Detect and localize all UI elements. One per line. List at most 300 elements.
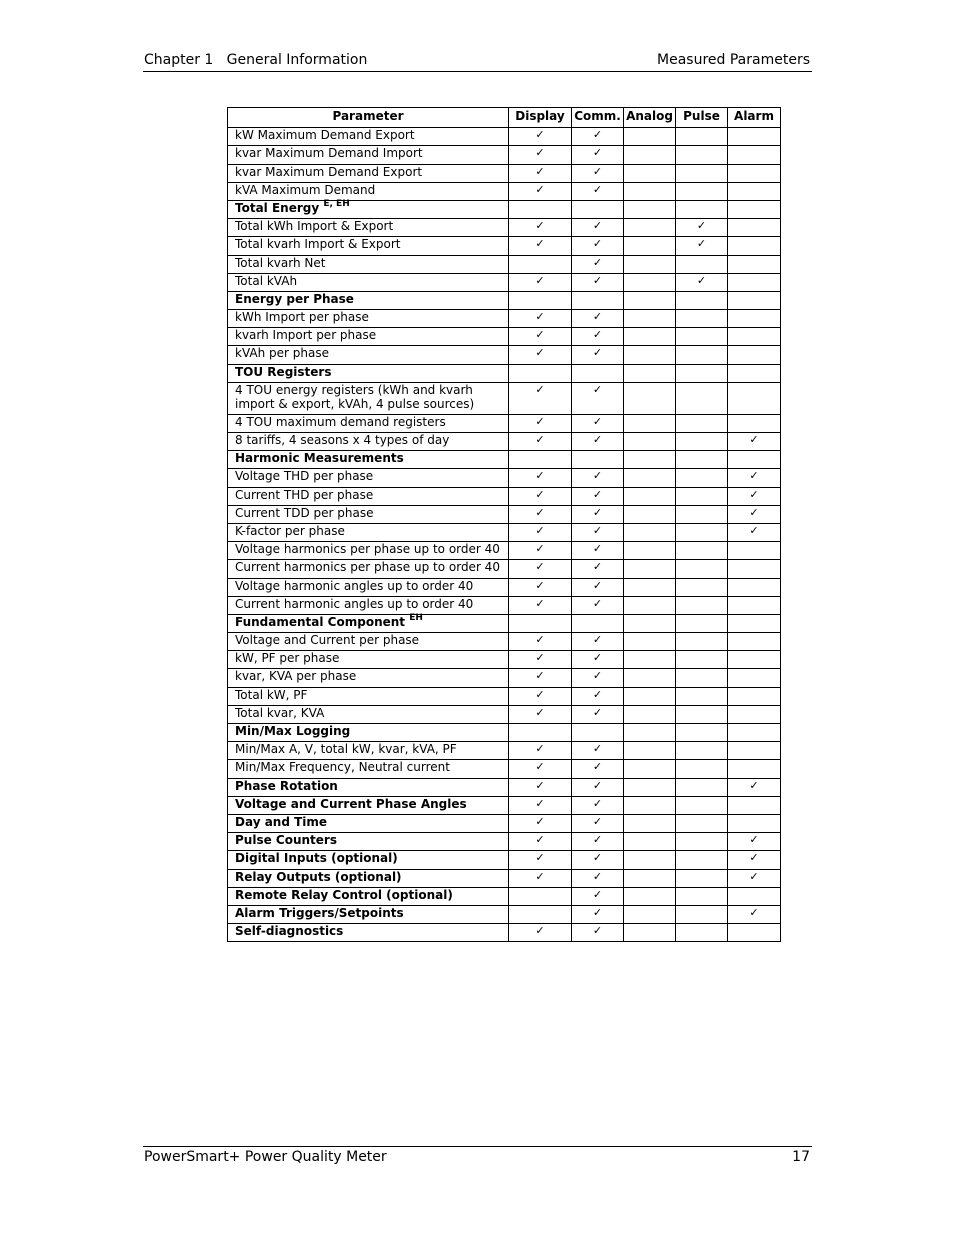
- alarm-check-cell: [728, 796, 781, 814]
- alarm-check-cell: [728, 760, 781, 778]
- pulse-check-cell: [676, 291, 728, 309]
- analog-check-cell: [624, 851, 676, 869]
- display-check-cell: ✓: [509, 128, 572, 146]
- table-row: [228, 523, 781, 541]
- display-check-cell: [509, 200, 572, 218]
- analog-check-cell: [624, 778, 676, 796]
- parameter-cell: [228, 414, 509, 432]
- parameter-name: K-factor per phase: [235, 523, 345, 538]
- alarm-check-cell: [728, 814, 781, 832]
- analog-check-cell: [624, 433, 676, 451]
- pulse-check-cell: [676, 523, 728, 541]
- alarm-check-cell: [728, 273, 781, 291]
- page-number: 17: [792, 1149, 810, 1165]
- alarm-check-cell: [728, 346, 781, 364]
- alarm-check-cell: ✓: [728, 523, 781, 541]
- alarm-check-cell: [728, 382, 781, 414]
- analog-check-cell: [624, 200, 676, 218]
- display-check-cell: ✓: [509, 705, 572, 723]
- parameter-name: Voltage harmonics per phase up to order 40: [235, 542, 500, 557]
- parameter-cell: [228, 542, 509, 560]
- comm-check-cell: ✓: [572, 796, 624, 814]
- parameter-cell: [228, 814, 509, 832]
- display-check-cell: [509, 614, 572, 632]
- page-footer: [143, 1146, 812, 1169]
- alarm-check-cell: [728, 328, 781, 346]
- analog-check-cell: [624, 505, 676, 523]
- alarm-check-cell: [728, 596, 781, 614]
- chapter-title: Chapter 1 General Information: [144, 52, 368, 68]
- analog-check-cell: [624, 905, 676, 923]
- alarm-check-cell: [728, 237, 781, 255]
- alarm-check-cell: [728, 614, 781, 632]
- display-check-cell: ✓: [509, 560, 572, 578]
- display-check-cell: ✓: [509, 469, 572, 487]
- pulse-check-cell: [676, 164, 728, 182]
- table-row: [228, 596, 781, 614]
- parameter-cell: [228, 273, 509, 291]
- analog-check-cell: [624, 451, 676, 469]
- analog-check-cell: [624, 542, 676, 560]
- parameter-cell: [228, 291, 509, 309]
- table-row: [228, 182, 781, 200]
- table-row: [228, 219, 781, 237]
- pulse-check-cell: [676, 669, 728, 687]
- pulse-check-cell: [676, 796, 728, 814]
- table-row: [228, 237, 781, 255]
- pulse-check-cell: [676, 833, 728, 851]
- parameter-cell: [228, 523, 509, 541]
- table-row: [228, 328, 781, 346]
- alarm-check-cell: ✓: [728, 505, 781, 523]
- comm-check-cell: ✓: [572, 487, 624, 505]
- comm-check-cell: ✓: [572, 433, 624, 451]
- parameter-name: Current TDD per phase: [235, 505, 374, 520]
- analog-check-cell: [624, 614, 676, 632]
- parameter-footnote: E, EH: [323, 198, 350, 209]
- display-check-cell: ✓: [509, 833, 572, 851]
- comm-check-cell: [572, 451, 624, 469]
- table-row: [228, 578, 781, 596]
- parameter-cell: [228, 128, 509, 146]
- display-check-cell: ✓: [509, 164, 572, 182]
- pulse-check-cell: [676, 487, 728, 505]
- column-header-parameter: Parameter: [228, 108, 509, 128]
- comm-check-cell: ✓: [572, 742, 624, 760]
- parameter-name: Total kVAh: [235, 273, 298, 288]
- pulse-check-cell: [676, 814, 728, 832]
- display-check-cell: ✓: [509, 742, 572, 760]
- display-check-cell: ✓: [509, 310, 572, 328]
- display-check-cell: ✓: [509, 542, 572, 560]
- table-row: [228, 505, 781, 523]
- pulse-check-cell: [676, 869, 728, 887]
- parameter-name: Digital Inputs (optional): [235, 851, 398, 866]
- alarm-check-cell: [728, 364, 781, 382]
- comm-check-cell: [572, 724, 624, 742]
- pulse-check-cell: [676, 742, 728, 760]
- display-check-cell: ✓: [509, 328, 572, 346]
- pulse-check-cell: [676, 687, 728, 705]
- comm-check-cell: ✓: [572, 869, 624, 887]
- analog-check-cell: [624, 414, 676, 432]
- alarm-check-cell: [728, 164, 781, 182]
- analog-check-cell: [624, 796, 676, 814]
- pulse-check-cell: [676, 433, 728, 451]
- parameter-cell: [228, 578, 509, 596]
- alarm-check-cell: [728, 669, 781, 687]
- comm-check-cell: ✓: [572, 382, 624, 414]
- parameter-cell: [228, 887, 509, 905]
- parameter-name: Voltage harmonic angles up to order 40: [235, 578, 474, 593]
- alarm-check-cell: [728, 687, 781, 705]
- parameter-cell: [228, 255, 509, 273]
- table-body: [228, 128, 781, 942]
- comm-check-cell: ✓: [572, 469, 624, 487]
- parameter-name: kvar, KVA per phase: [235, 669, 357, 684]
- pulse-check-cell: [676, 887, 728, 905]
- pulse-check-cell: [676, 414, 728, 432]
- comm-check-cell: [572, 364, 624, 382]
- analog-check-cell: [624, 596, 676, 614]
- parameter-name: Current harmonics per phase up to order 40: [235, 560, 500, 575]
- column-header-pulse: Pulse: [676, 108, 728, 128]
- alarm-check-cell: [728, 633, 781, 651]
- table-row: [228, 146, 781, 164]
- alarm-check-cell: [728, 291, 781, 309]
- parameter-name: 4 TOU maximum demand registers: [235, 414, 446, 429]
- parameter-name: Fundamental Component: [235, 614, 406, 629]
- parameter-name: Total Energy: [235, 200, 320, 215]
- alarm-check-cell: [728, 451, 781, 469]
- comm-check-cell: ✓: [572, 346, 624, 364]
- table-row: [228, 887, 781, 905]
- analog-check-cell: [624, 633, 676, 651]
- display-check-cell: ✓: [509, 487, 572, 505]
- comm-check-cell: ✓: [572, 578, 624, 596]
- alarm-check-cell: ✓: [728, 487, 781, 505]
- parameter-name: kWh Import per phase: [235, 310, 369, 325]
- table-row: [228, 469, 781, 487]
- alarm-check-cell: [728, 651, 781, 669]
- pulse-check-cell: [676, 760, 728, 778]
- parameter-cell: [228, 760, 509, 778]
- parameter-cell: [228, 614, 509, 632]
- analog-check-cell: [624, 164, 676, 182]
- display-check-cell: ✓: [509, 433, 572, 451]
- column-header-comm: Comm.: [572, 108, 624, 128]
- pulse-check-cell: [676, 851, 728, 869]
- table-row: [228, 433, 781, 451]
- analog-check-cell: [624, 924, 676, 942]
- table-row: [228, 487, 781, 505]
- table-row: [228, 128, 781, 146]
- table-row: [228, 273, 781, 291]
- display-check-cell: ✓: [509, 414, 572, 432]
- alarm-check-cell: [728, 724, 781, 742]
- parameter-name: kvar Maximum Demand Export: [235, 164, 423, 179]
- parameter-name: kVA Maximum Demand: [235, 182, 376, 197]
- parameter-cell: [228, 310, 509, 328]
- display-check-cell: ✓: [509, 687, 572, 705]
- parameter-cell: [228, 164, 509, 182]
- alarm-check-cell: [728, 219, 781, 237]
- analog-check-cell: [624, 237, 676, 255]
- comm-check-cell: ✓: [572, 687, 624, 705]
- display-check-cell: ✓: [509, 273, 572, 291]
- parameter-cell: [228, 560, 509, 578]
- display-check-cell: ✓: [509, 523, 572, 541]
- pulse-check-cell: [676, 382, 728, 414]
- parameter-name: Min/Max Logging: [235, 724, 351, 738]
- analog-check-cell: [624, 724, 676, 742]
- table-row: [228, 705, 781, 723]
- alarm-check-cell: [728, 560, 781, 578]
- alarm-check-cell: [728, 310, 781, 328]
- section-title: Measured Parameters: [657, 52, 810, 68]
- table-row: [228, 414, 781, 432]
- pulse-check-cell: [676, 128, 728, 146]
- parameter-cell: [228, 451, 509, 469]
- parameter-name: Harmonic Measurements: [235, 451, 404, 466]
- alarm-check-cell: ✓: [728, 469, 781, 487]
- parameter-name: Total kvarh Import & Export: [235, 237, 401, 252]
- analog-check-cell: [624, 705, 676, 723]
- table-header-row: [228, 108, 781, 128]
- comm-check-cell: ✓: [572, 328, 624, 346]
- display-check-cell: [509, 905, 572, 923]
- pulse-check-cell: [676, 469, 728, 487]
- display-check-cell: ✓: [509, 869, 572, 887]
- analog-check-cell: [624, 146, 676, 164]
- table-row: [228, 382, 781, 414]
- parameter-name: Day and Time: [235, 814, 328, 829]
- pulse-check-cell: ✓: [676, 273, 728, 291]
- parameter-cell: [228, 633, 509, 651]
- analog-check-cell: [624, 560, 676, 578]
- table-row: [228, 651, 781, 669]
- column-header-analog: Analog: [624, 108, 676, 128]
- parameter-name: kvarh Import per phase: [235, 328, 377, 343]
- parameter-cell: [228, 705, 509, 723]
- parameter-cell: [228, 346, 509, 364]
- comm-check-cell: ✓: [572, 164, 624, 182]
- display-check-cell: ✓: [509, 346, 572, 364]
- analog-check-cell: [624, 887, 676, 905]
- pulse-check-cell: [676, 328, 728, 346]
- comm-check-cell: ✓: [572, 887, 624, 905]
- parameter-cell: [228, 869, 509, 887]
- parameter-footnote: EH: [409, 612, 423, 623]
- display-check-cell: [509, 255, 572, 273]
- parameter-cell: [228, 651, 509, 669]
- parameter-name: Total kvarh Net: [235, 255, 326, 270]
- table-row: [228, 164, 781, 182]
- alarm-check-cell: [728, 182, 781, 200]
- parameter-cell: [228, 796, 509, 814]
- pulse-check-cell: [676, 542, 728, 560]
- display-check-cell: ✓: [509, 760, 572, 778]
- analog-check-cell: [624, 687, 676, 705]
- pulse-check-cell: [676, 146, 728, 164]
- comm-check-cell: [572, 291, 624, 309]
- alarm-check-cell: [728, 146, 781, 164]
- parameter-cell: [228, 364, 509, 382]
- parameter-cell: [228, 469, 509, 487]
- analog-check-cell: [624, 328, 676, 346]
- table-row: [228, 669, 781, 687]
- analog-check-cell: [624, 346, 676, 364]
- comm-check-cell: ✓: [572, 146, 624, 164]
- display-check-cell: ✓: [509, 796, 572, 814]
- analog-check-cell: [624, 469, 676, 487]
- display-check-cell: ✓: [509, 237, 572, 255]
- display-check-cell: [509, 724, 572, 742]
- analog-check-cell: [624, 833, 676, 851]
- display-check-cell: [509, 451, 572, 469]
- pulse-check-cell: ✓: [676, 237, 728, 255]
- parameter-name: Phase Rotation: [235, 778, 338, 793]
- display-check-cell: ✓: [509, 778, 572, 796]
- analog-check-cell: [624, 869, 676, 887]
- comm-check-cell: ✓: [572, 633, 624, 651]
- parameter-name: kVAh per phase: [235, 346, 329, 361]
- parameter-cell: [228, 146, 509, 164]
- parameter-cell: [228, 833, 509, 851]
- analog-check-cell: [624, 128, 676, 146]
- pulse-check-cell: [676, 633, 728, 651]
- column-header-display: Display: [509, 108, 572, 128]
- parameter-cell: [228, 237, 509, 255]
- analog-check-cell: [624, 182, 676, 200]
- analog-check-cell: [624, 291, 676, 309]
- pulse-check-cell: [676, 614, 728, 632]
- pulse-check-cell: [676, 310, 728, 328]
- table-row: [228, 833, 781, 851]
- display-check-cell: ✓: [509, 596, 572, 614]
- analog-check-cell: [624, 487, 676, 505]
- parameter-name: Voltage THD per phase: [235, 469, 374, 484]
- parameter-name: Relay Outputs (optional): [235, 869, 402, 884]
- table-row: [228, 905, 781, 923]
- parameter-name: kW Maximum Demand Export: [235, 128, 415, 143]
- parameter-name: kW, PF per phase: [235, 651, 340, 666]
- analog-check-cell: [624, 814, 676, 832]
- table-row: [228, 814, 781, 832]
- display-check-cell: ✓: [509, 924, 572, 942]
- analog-check-cell: [624, 651, 676, 669]
- table-row: [228, 291, 781, 309]
- analog-check-cell: [624, 742, 676, 760]
- analog-check-cell: [624, 523, 676, 541]
- alarm-check-cell: [728, 542, 781, 560]
- analog-check-cell: [624, 255, 676, 273]
- alarm-check-cell: ✓: [728, 778, 781, 796]
- parameter-name: kvar Maximum Demand Import: [235, 146, 423, 161]
- alarm-check-cell: [728, 200, 781, 218]
- parameter-name: Current harmonic angles up to order 40: [235, 596, 474, 611]
- parameter-cell: [228, 382, 509, 414]
- table-row: [228, 742, 781, 760]
- comm-check-cell: ✓: [572, 255, 624, 273]
- comm-check-cell: ✓: [572, 542, 624, 560]
- pulse-check-cell: [676, 505, 728, 523]
- display-check-cell: ✓: [509, 633, 572, 651]
- alarm-check-cell: [728, 255, 781, 273]
- parameter-name: 8 tariffs, 4 seasons x 4 types of day: [235, 433, 450, 447]
- parameter-name: Min/Max A, V, total kW, kvar, kVA, PF: [235, 742, 457, 757]
- table-row: [228, 346, 781, 364]
- alarm-check-cell: ✓: [728, 833, 781, 851]
- parameter-name: Current THD per phase: [235, 487, 374, 502]
- table-row: [228, 633, 781, 651]
- comm-check-cell: ✓: [572, 523, 624, 541]
- parameter-cell: [228, 851, 509, 869]
- analog-check-cell: [624, 273, 676, 291]
- table-row: [228, 687, 781, 705]
- table-row: [228, 255, 781, 273]
- table-row: [228, 924, 781, 942]
- pulse-check-cell: [676, 724, 728, 742]
- pulse-check-cell: [676, 364, 728, 382]
- parameter-name: Self-diagnostics: [235, 924, 344, 939]
- parameter-cell: [228, 219, 509, 237]
- parameter-name: Energy per Phase: [235, 291, 354, 306]
- comm-check-cell: ✓: [572, 596, 624, 614]
- parameter-name: Pulse Counters: [235, 833, 337, 848]
- table-row: [228, 560, 781, 578]
- comm-check-cell: ✓: [572, 237, 624, 255]
- alarm-check-cell: [728, 887, 781, 905]
- table-row: [228, 869, 781, 887]
- parameter-cell: [228, 905, 509, 923]
- comm-check-cell: ✓: [572, 651, 624, 669]
- analog-check-cell: [624, 219, 676, 237]
- alarm-check-cell: ✓: [728, 433, 781, 451]
- table-row: [228, 796, 781, 814]
- alarm-check-cell: [728, 705, 781, 723]
- display-check-cell: ✓: [509, 182, 572, 200]
- display-check-cell: ✓: [509, 669, 572, 687]
- comm-check-cell: ✓: [572, 760, 624, 778]
- comm-check-cell: ✓: [572, 182, 624, 200]
- pulse-check-cell: [676, 346, 728, 364]
- measured-parameters-table: [227, 107, 781, 942]
- pulse-check-cell: [676, 560, 728, 578]
- display-check-cell: ✓: [509, 851, 572, 869]
- pulse-check-cell: [676, 255, 728, 273]
- parameter-name: Min/Max Frequency, Neutral current: [235, 760, 450, 775]
- parameter-cell: [228, 724, 509, 742]
- display-check-cell: [509, 291, 572, 309]
- comm-check-cell: ✓: [572, 833, 624, 851]
- comm-check-cell: [572, 200, 624, 218]
- column-header-alarm: Alarm: [728, 108, 781, 128]
- alarm-check-cell: ✓: [728, 905, 781, 923]
- pulse-check-cell: [676, 651, 728, 669]
- comm-check-cell: ✓: [572, 924, 624, 942]
- display-check-cell: [509, 364, 572, 382]
- comm-check-cell: ✓: [572, 128, 624, 146]
- display-check-cell: ✓: [509, 219, 572, 237]
- table-row: [228, 778, 781, 796]
- display-check-cell: [509, 887, 572, 905]
- parameter-name: Voltage and Current Phase Angles: [235, 796, 467, 811]
- alarm-check-cell: [728, 414, 781, 432]
- alarm-check-cell: ✓: [728, 851, 781, 869]
- comm-check-cell: [572, 614, 624, 632]
- alarm-check-cell: [728, 578, 781, 596]
